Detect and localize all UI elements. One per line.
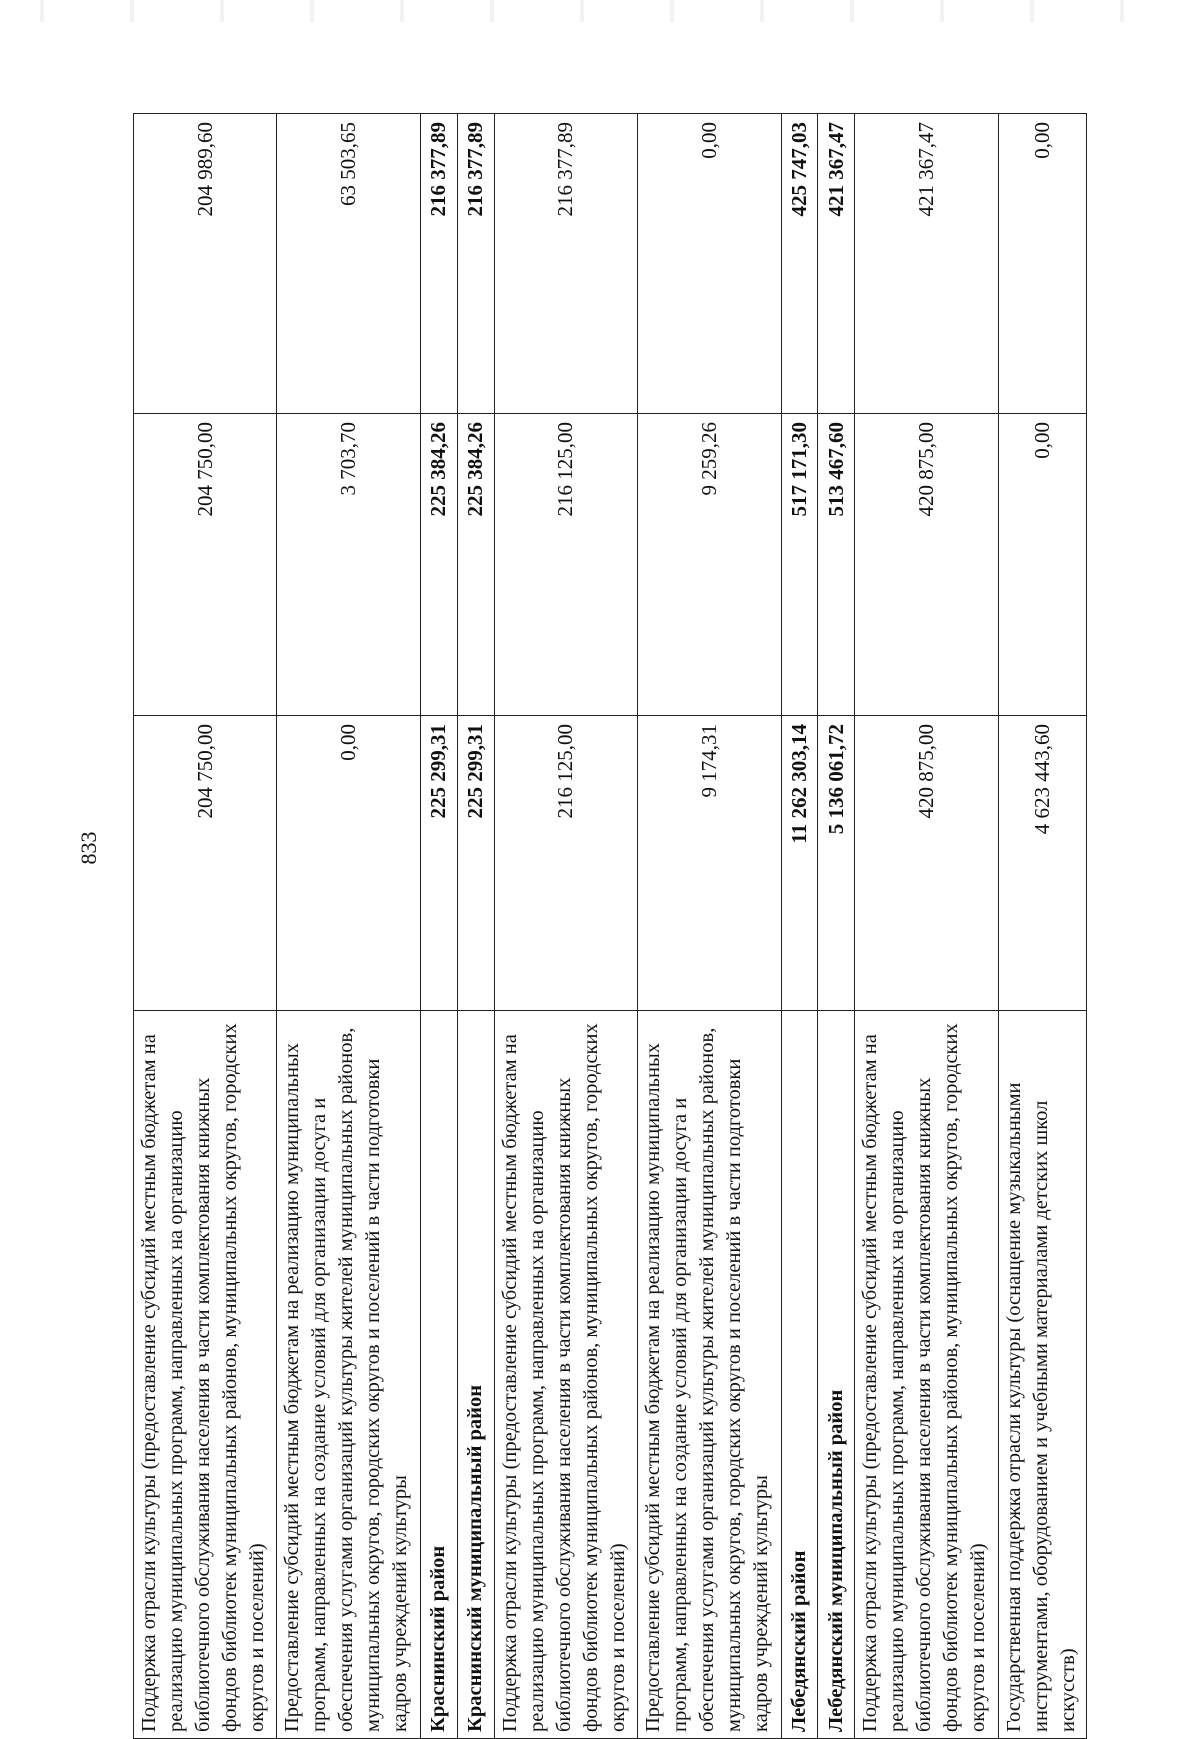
- value-cell-1: 5 136 061,72: [818, 716, 855, 1011]
- table-row: [457, 114, 494, 1739]
- row-name-cell: Поддержка отрасли культуры (предоставление субсидий местным бюджетам на реализацию муниципальных программ, направленных на организацию библиотечного обслуживания населения в части комплектования книжных фондов библиотек муниципальных районов, муниципальных округов, городских округов и поселений): [494, 1011, 637, 1739]
- table-row: [855, 114, 998, 1739]
- value-cell-3: 216 377,89: [457, 114, 494, 414]
- table-row: [494, 114, 637, 1739]
- value-cell-1: 225 299,31: [457, 716, 494, 1011]
- table-row: [638, 114, 781, 1739]
- table-row: [818, 114, 855, 1739]
- value-cell-3: 204 989,60: [134, 114, 277, 414]
- table-row: [277, 114, 420, 1739]
- table-row: [998, 114, 1086, 1739]
- value-cell-2: 517 171,30: [781, 414, 818, 716]
- value-cell-1: 216 125,00: [494, 716, 637, 1011]
- value-cell-3: 0,00: [998, 114, 1086, 414]
- value-cell-1: 9 174,31: [638, 716, 781, 1011]
- value-cell-2: 420 875,00: [855, 414, 998, 716]
- value-cell-1: 11 262 303,14: [781, 716, 818, 1011]
- value-cell-1: 225 299,31: [420, 716, 457, 1011]
- value-cell-2: 204 750,00: [134, 414, 277, 716]
- value-cell-1: 4 623 443,60: [998, 716, 1086, 1011]
- budget-table: [133, 113, 1087, 1739]
- value-cell-3: 421 367,47: [818, 114, 855, 414]
- table-row: [420, 114, 457, 1739]
- value-cell-3: 421 367,47: [855, 114, 998, 414]
- value-cell-2: 9 259,26: [638, 414, 781, 716]
- value-cell-1: 0,00: [277, 716, 420, 1011]
- row-name-cell: Поддержка отрасли культуры (предоставление субсидий местным бюджетам на реализацию муниципальных программ, направленных на организацию библиотечного обслуживания населения в части комплектования книжных фондов библиотек муниципальных районов, муниципальных округов, городских округов и поселений): [134, 1011, 277, 1739]
- row-name-cell: Поддержка отрасли культуры (предоставление субсидий местным бюджетам на реализацию муниципальных программ, направленных на организацию библиотечного обслуживания населения в части комплектования книжных фондов библиотек муниципальных районов, муниципальных округов, городских округов и поселений): [855, 1011, 998, 1739]
- scan-edge-noise: [0, 0, 1200, 22]
- row-name-cell: Лебедянский муниципальный район: [818, 1011, 855, 1739]
- value-cell-2: 225 384,26: [457, 414, 494, 716]
- row-name-cell: Краснинский район: [420, 1011, 457, 1739]
- value-cell-2: 3 703,70: [277, 414, 420, 716]
- value-cell-3: 216 377,89: [420, 114, 457, 414]
- value-cell-2: 216 125,00: [494, 414, 637, 716]
- row-name-cell: Предоставление субсидий местным бюджетам на реализацию муниципальных программ, направленных на создание условий для организации досуга и обеспечения услугами организаций культуры жителей муниципальных районов, муниципальных округов, городских округов и поселений в части подготовки кадров учреждений культуры: [638, 1011, 781, 1739]
- budget-table-rotated: [133, 114, 1087, 1739]
- value-cell-1: 204 750,00: [134, 716, 277, 1011]
- table-row: [781, 114, 818, 1739]
- table-body: [134, 114, 1087, 1739]
- row-name-cell: Краснинский муниципальный район: [457, 1011, 494, 1739]
- value-cell-2: 513 467,60: [818, 414, 855, 716]
- row-name-cell: Лебедянский район: [781, 1011, 818, 1739]
- row-name-cell: Государственная поддержка отрасли культуры (оснащение музыкальными инструментами, оборудованием и учебными материалами детских школ искусств): [998, 1011, 1086, 1739]
- value-cell-3: 0,00: [638, 114, 781, 414]
- value-cell-3: 63 503,65: [277, 114, 420, 414]
- page-number: 833: [76, 831, 101, 865]
- table-row: [134, 114, 277, 1739]
- value-cell-3: 216 377,89: [494, 114, 637, 414]
- value-cell-2: 225 384,26: [420, 414, 457, 716]
- value-cell-3: 425 747,03: [781, 114, 818, 414]
- value-cell-2: 0,00: [998, 414, 1086, 716]
- row-name-cell: Предоставление субсидий местным бюджетам на реализацию муниципальных программ, направленных на создание условий для организации досуга и обеспечения услугами организаций культуры жителей муниципальных районов, муниципальных округов, городских округов и поселений в части подготовки кадров учреждений культуры: [277, 1011, 420, 1739]
- value-cell-1: 420 875,00: [855, 716, 998, 1011]
